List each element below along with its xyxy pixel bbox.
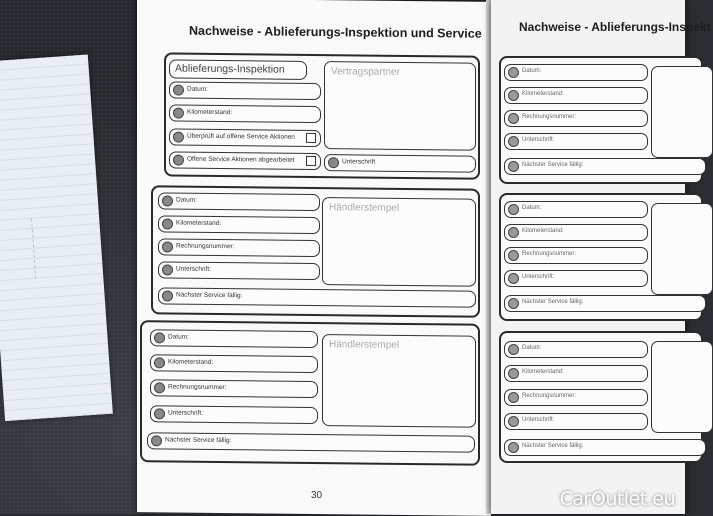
next-service-field: Nächster Service fällig: xyxy=(504,439,706,456)
date-field: Datum: xyxy=(504,341,648,358)
service-box-2 xyxy=(140,320,480,466)
bullet-icon xyxy=(154,382,165,393)
signature-field: Unterschrift: xyxy=(504,413,648,430)
mileage-field: Kilometerstand: xyxy=(169,104,321,123)
date-field: Datum: xyxy=(504,201,648,218)
service-box-r2 xyxy=(499,193,703,321)
service-box-r1 xyxy=(499,56,703,184)
signature-field: Unterschrift: xyxy=(158,261,320,280)
date-field: Datum: xyxy=(158,192,320,211)
bullet-icon xyxy=(173,155,184,166)
booklet-page-left xyxy=(137,0,491,516)
dealer-stamp-area: Händlerstempel xyxy=(322,197,476,287)
next-service-field: Nächster Service fällig: xyxy=(504,158,706,175)
bullet-icon xyxy=(154,408,165,419)
invoice-number-field: Rechnungsnummer: xyxy=(504,389,648,406)
signature-field: Unterschrift xyxy=(324,154,476,173)
service-box-r3 xyxy=(499,331,703,463)
mileage-field: Kilometerstand: xyxy=(158,215,320,234)
dealer-stamp-area xyxy=(651,341,713,433)
delivery-inspection-box xyxy=(164,52,480,179)
bullet-icon xyxy=(154,357,165,368)
bullet-icon xyxy=(328,157,339,168)
loose-paper-tab xyxy=(0,219,36,282)
signature-field: Unterschrift: xyxy=(504,133,648,150)
next-service-field: Nächster Service fällig: xyxy=(147,432,475,452)
booklet-page-right xyxy=(491,0,711,514)
checkbox xyxy=(306,156,316,166)
mileage-field: Kilometerstand: xyxy=(504,365,648,382)
watermark: CarOutlet.eu xyxy=(559,488,675,510)
signature-field: Unterschrift: xyxy=(504,270,648,287)
bullet-icon xyxy=(173,85,184,96)
next-service-field: Nächster Service fällig: xyxy=(158,287,476,307)
invoice-number-field: Rechnungsnummer: xyxy=(504,247,648,264)
service-box-1 xyxy=(151,185,480,317)
date-field: Datum: xyxy=(169,81,321,100)
mileage-field: Kilometerstand: xyxy=(504,87,648,104)
invoice-number-field: Rechnungsnummer: xyxy=(150,379,318,398)
dealer-stamp-area: Händlerstempel xyxy=(322,334,476,428)
recalls-done-field: Offene Service Aktionen abgearbeitet xyxy=(169,151,321,170)
bullet-icon xyxy=(162,195,173,206)
bullet-icon xyxy=(151,435,162,446)
date-field: Datum: xyxy=(150,329,318,348)
bullet-icon xyxy=(173,132,184,143)
mileage-field: Kilometerstand: xyxy=(504,224,648,241)
bullet-icon xyxy=(173,108,184,119)
date-field: Datum: xyxy=(504,64,648,81)
delivery-inspection-heading: Ablieferungs-Inspektion xyxy=(169,59,307,79)
mileage-field: Kilometerstand: xyxy=(150,354,318,373)
page-number: 30 xyxy=(311,489,323,502)
bullet-icon xyxy=(162,241,173,252)
page-title: Nachweise - Ablieferungs-Inspektion und Service xyxy=(189,23,482,41)
invoice-number-field: Rechnungsnummer: xyxy=(158,238,320,257)
partner-stamp-area: Vertragspartner xyxy=(324,61,476,151)
bullet-icon xyxy=(154,332,165,343)
page-title: Nachweise - Ablieferungs-Inspekt xyxy=(519,20,711,34)
bullet-icon xyxy=(162,218,173,229)
signature-field: Unterschrift: xyxy=(150,405,318,424)
bullet-icon xyxy=(162,290,173,301)
bullet-icon xyxy=(162,264,173,275)
checked-recalls-field: Überprüft auf offene Service Aktionen xyxy=(169,128,321,147)
dealer-stamp-area xyxy=(651,203,713,295)
checkbox xyxy=(306,133,316,143)
dealer-stamp-area xyxy=(651,66,713,158)
next-service-field: Nächster Service fällig: xyxy=(504,295,706,312)
invoice-number-field: Rechnungsnummer: xyxy=(504,110,648,127)
